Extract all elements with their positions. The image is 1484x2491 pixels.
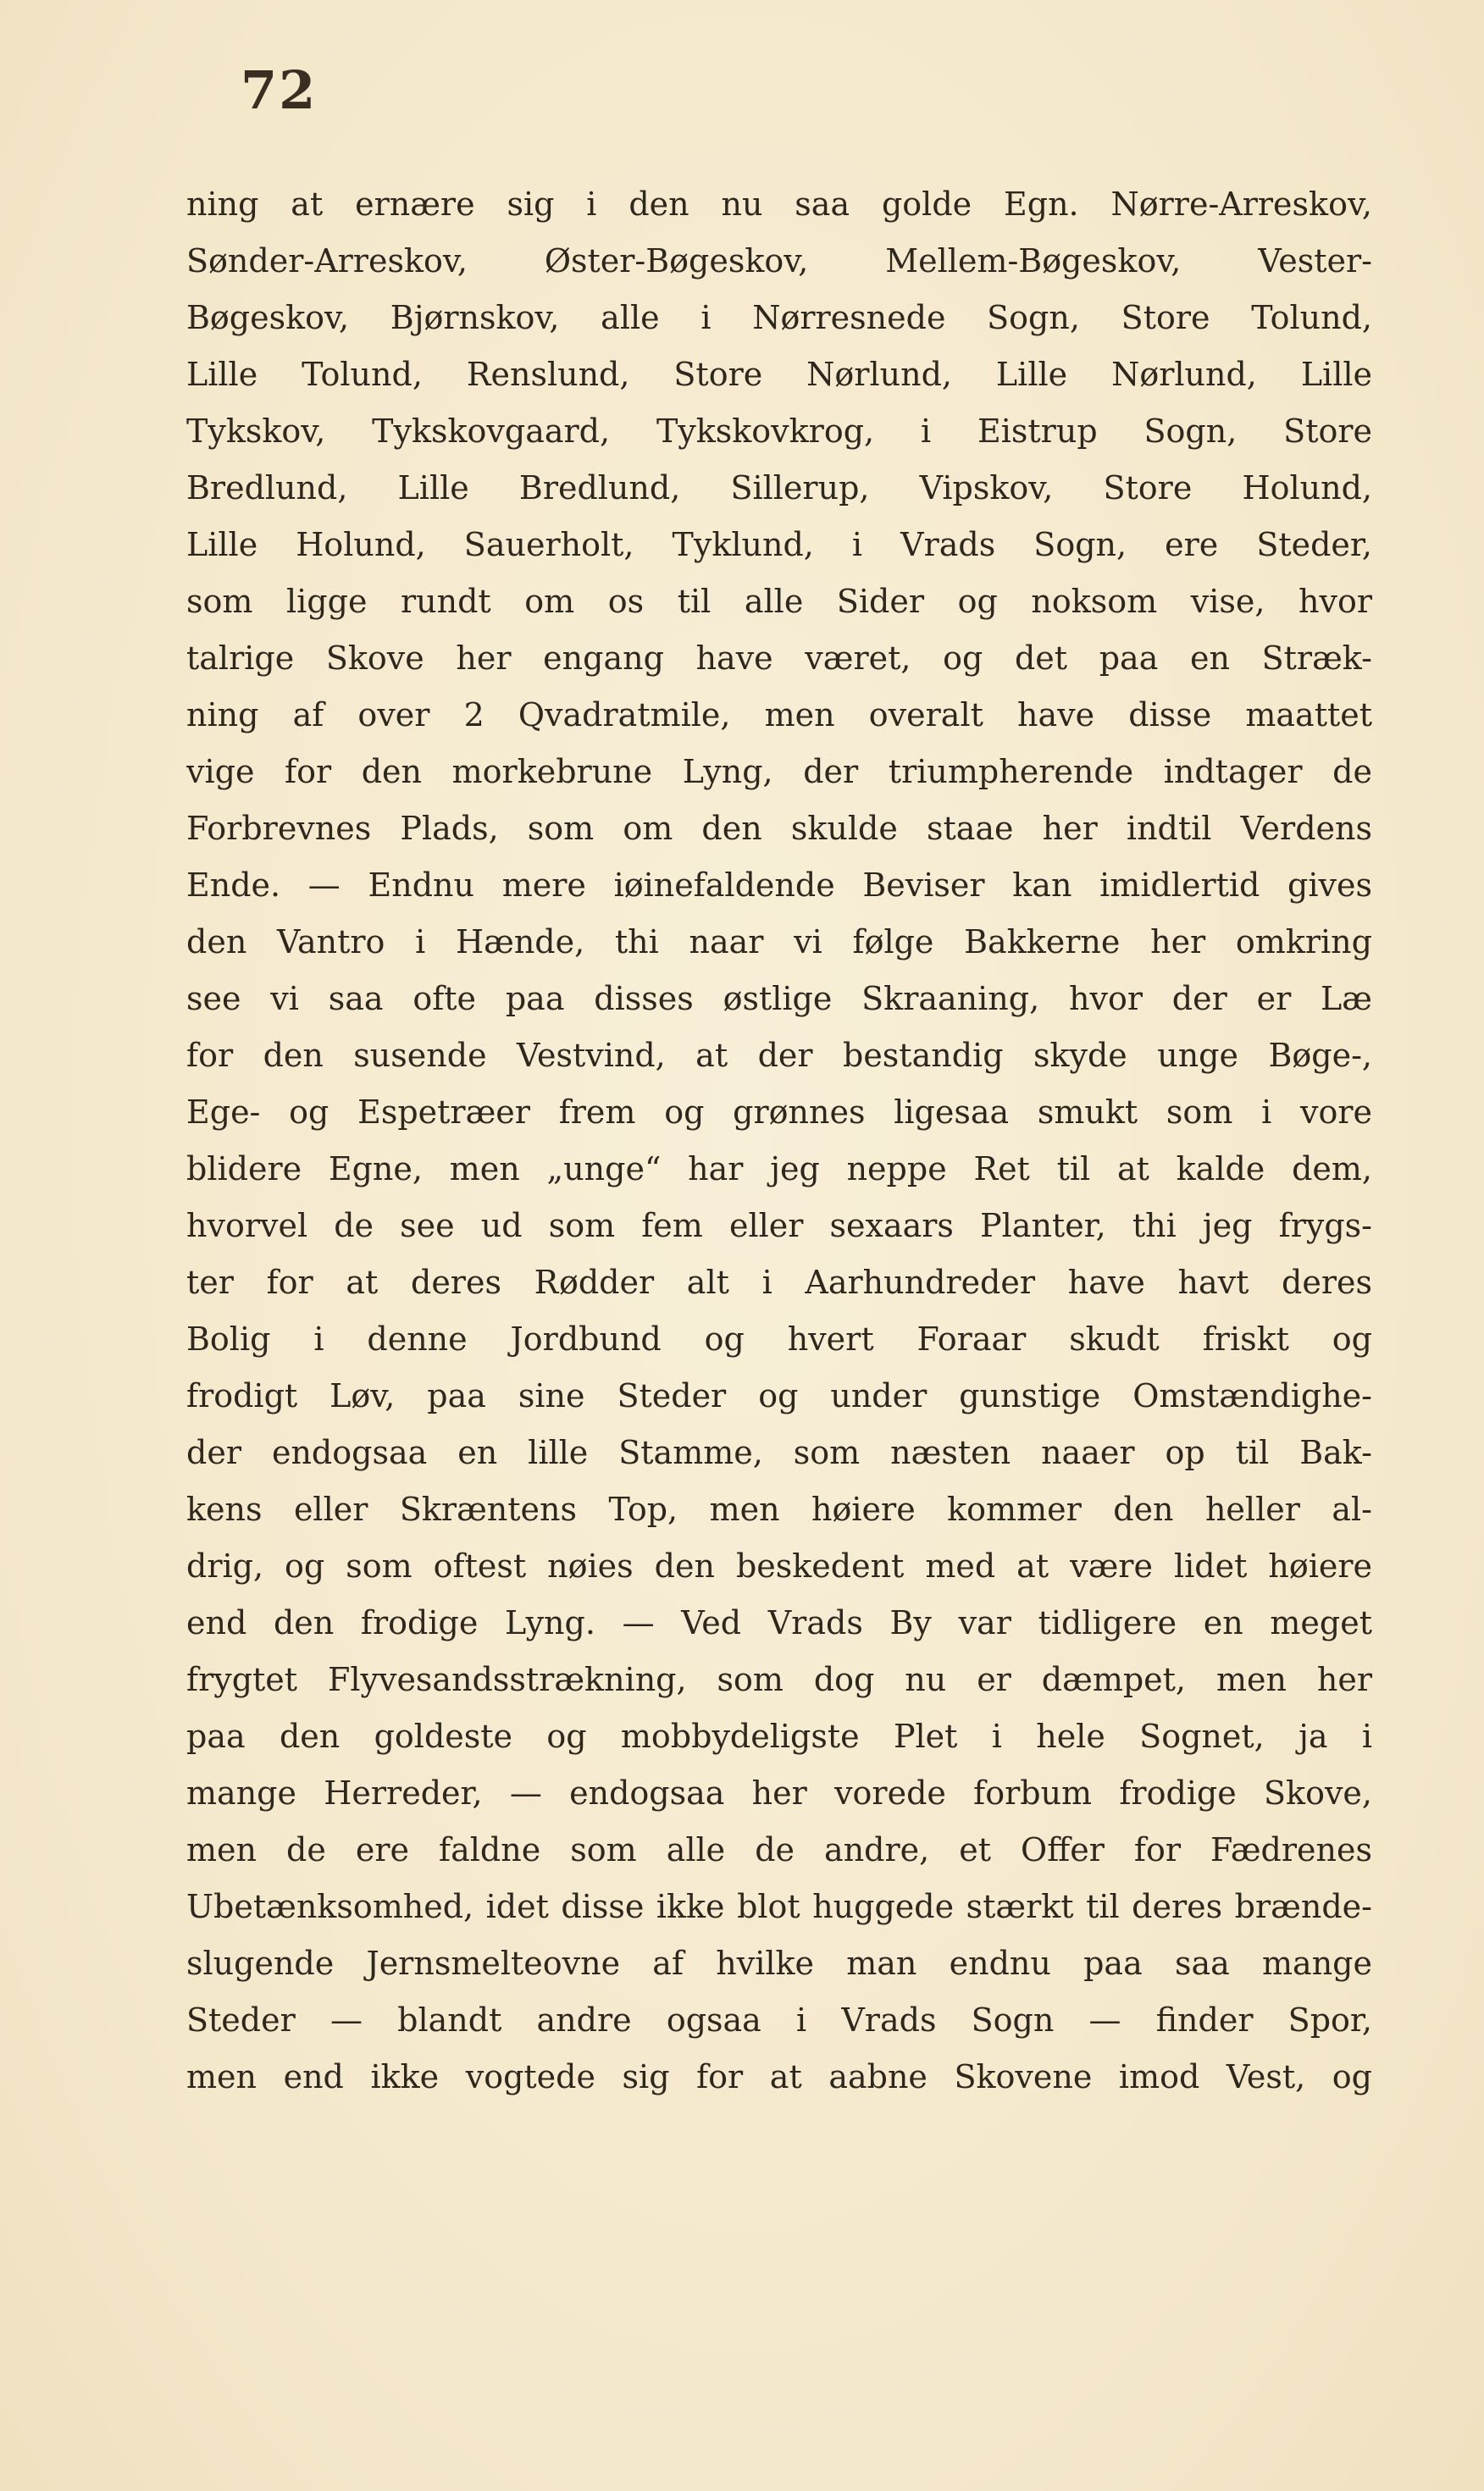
text-line: som ligge rundt om os til alle Sider og noksom vise, hvor	[186, 583, 1372, 620]
text-line: den Vantro i Hænde, thi naar vi følge Bakkerne her omkring	[186, 923, 1372, 960]
text-line: Lille Tolund, Renslund, Store Nørlund, Lille Nørlund, Lille	[186, 356, 1372, 393]
text-line: frodigt Løv, paa sine Steder og under gunstige Omstændighe-	[186, 1377, 1372, 1414]
text-line: Forbrevnes Plads, som om den skulde staae her indtil Verdens	[186, 810, 1372, 847]
text-line: Steder — blandt andre ogsaa i Vrads Sogn — finder Spor,	[186, 2001, 1372, 2039]
body-text	[186, 176, 1372, 2106]
text-line: drig, og som oftest nøies den beskedent med at være lidet høiere	[186, 1547, 1372, 1585]
text-line: slugende Jernsmelteovne af hvilke man endnu paa saa mange	[186, 1945, 1372, 1982]
text-line: Ubetænksomhed, idet disse ikke blot huggede stærkt til deres brænde-	[186, 1888, 1372, 1925]
text-line: mange Herreder, — endogsaa her vorede forbum frodige Skove,	[186, 1774, 1372, 1812]
text-line: for den susende Vestvind, at der bestandig skyde unge Bøge-,	[186, 1037, 1372, 1074]
text-line: Bøgeskov, Bjørnskov, alle i Nørresnede Sogn, Store Tolund,	[186, 299, 1372, 336]
text-line: Ende. — Endnu mere iøinefaldende Beviser kan imidlertid gives	[186, 866, 1372, 904]
text-line: paa den goldeste og mobbydeligste Plet i hele Sognet, ja i	[186, 1718, 1372, 1755]
text-line: Bredlund, Lille Bredlund, Sillerup, Vipskov, Store Holund,	[186, 469, 1372, 507]
text-line: Lille Holund, Sauerholt, Tyklund, i Vrads Sogn, ere Steder,	[186, 526, 1372, 563]
text-line: blidere Egne, men „unge“ har jeg neppe Ret til at kalde dem,	[186, 1150, 1372, 1187]
text-line: der endogsaa en lille Stamme, som næsten naaer op til Bak-	[186, 1434, 1372, 1471]
text-line: ning af over 2 Qvadratmile, men overalt have disse maattet	[186, 696, 1372, 733]
text-line: Sønder-Arreskov, Øster-Bøgeskov, Mellem-Bøgeskov, Vester-	[186, 242, 1372, 280]
text-line: Ege- og Espetræer frem og grønnes ligesaa smukt som i vore	[186, 1093, 1372, 1131]
page-number: 72	[241, 59, 318, 121]
text-line: frygtet Flyvesandsstrækning, som dog nu er dæmpet, men her	[186, 1661, 1372, 1698]
text-line: ter for at deres Rødder alt i Aarhundreder have havt deres	[186, 1264, 1372, 1301]
text-line: men end ikke vogtede sig for at aabne Skovene imod Vest, og	[186, 2058, 1372, 2095]
text-line: kens eller Skræntens Top, men høiere kommer den heller al-	[186, 1491, 1372, 1528]
text-line: end den frodige Lyng. — Ved Vrads By var tidligere en meget	[186, 1604, 1372, 1641]
text-line: Tykskov, Tykskovgaard, Tykskovkrog, i Eistrup Sogn, Store	[186, 412, 1372, 450]
text-line: vige for den morkebrune Lyng, der triumpherende indtager de	[186, 753, 1372, 790]
text-line: Bolig i denne Jordbund og hvert Foraar skudt friskt og	[186, 1320, 1372, 1358]
text-line: see vi saa ofte paa disses østlige Skraaning, hvor der er Læ	[186, 980, 1372, 1017]
text-line: talrige Skove her engang have været, og det paa en Stræk-	[186, 639, 1372, 677]
text-line: ning at ernære sig i den nu saa golde Egn. Nørre-Arreskov,	[186, 185, 1372, 223]
text-line: hvorvel de see ud som fem eller sexaars Planter, thi jeg frygs-	[186, 1207, 1372, 1244]
text-line: men de ere faldne som alle de andre, et Offer for Fædrenes	[186, 1831, 1372, 1868]
